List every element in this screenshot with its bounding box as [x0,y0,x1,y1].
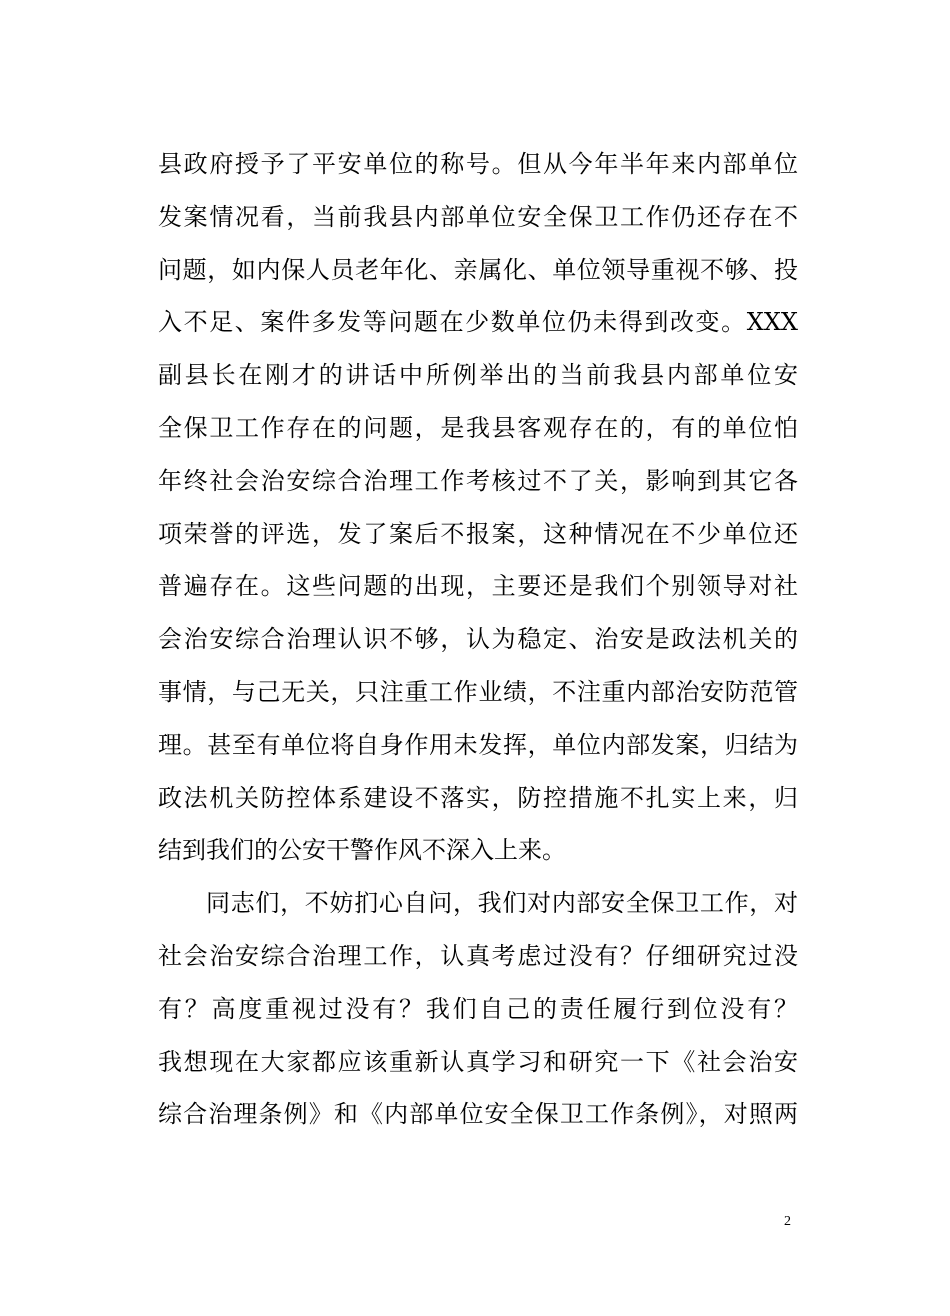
text-line: 普遍存在。这些问题的出现，主要还是我们个别领导对社 [158,572,798,601]
text-line: 事情，与己无关，只注重工作业绩，不注重内部治安防范管 [158,677,798,706]
text-line: 会治安综合治理认识不够，认为稳定、治安是政法机关的 [158,625,798,654]
text-line: 发案情况看，当前我县内部单位安全保卫工作仍还存在不 [158,202,798,231]
text-line: 同志们，不妨扪心自问，我们对内部安全保卫工作，对 [206,889,798,918]
text-line: 我想现在大家都应该重新认真学习和研究一下《社会治安 [158,1047,798,1076]
text-line: 年终社会治安综合治理工作考核过不了关，影响到其它各 [158,466,798,495]
text-line: 副县长在刚才的讲话中所例举出的当前我县内部单位安 [158,361,798,390]
text-line: 问题，如内保人员老年化、亲属化、单位领导重视不够、投 [158,255,798,284]
text-line: 县政府授予了平安单位的称号。但从今年半年来内部单位 [158,150,798,178]
text-line: 理。甚至有单位将自身作用未发挥，单位内部发案，归结为 [158,730,798,759]
text-line: 入不足、案件多发等问题在少数单位仍未得到改变。XXX [158,308,798,337]
paragraph-2 [158,877,798,1141]
text-line: 政法机关防控体系建设不落实，防控措施不扎实上来，归 [158,783,798,812]
text-line: 结到我们的公安干警作风不深入上来。 [158,836,566,865]
text-line: 全保卫工作存在的问题，是我县客观存在的，有的单位怕 [158,413,798,442]
body-text [158,138,798,1141]
paragraph-1 [158,138,798,877]
page-number: 2 [784,1214,791,1229]
text-line: 项荣誉的评选，发了案后不报案，这种情况在不少单位还 [158,519,798,548]
text-line: 社会治安综合治理工作，认真考虑过没有？仔细研究过没 [158,941,798,970]
text-line: 综合治理条例》和《内部单位安全保卫工作条例》，对照两 [158,1100,798,1129]
text-line: 有？高度重视过没有？我们自己的责任履行到位没有？ [158,994,798,1023]
